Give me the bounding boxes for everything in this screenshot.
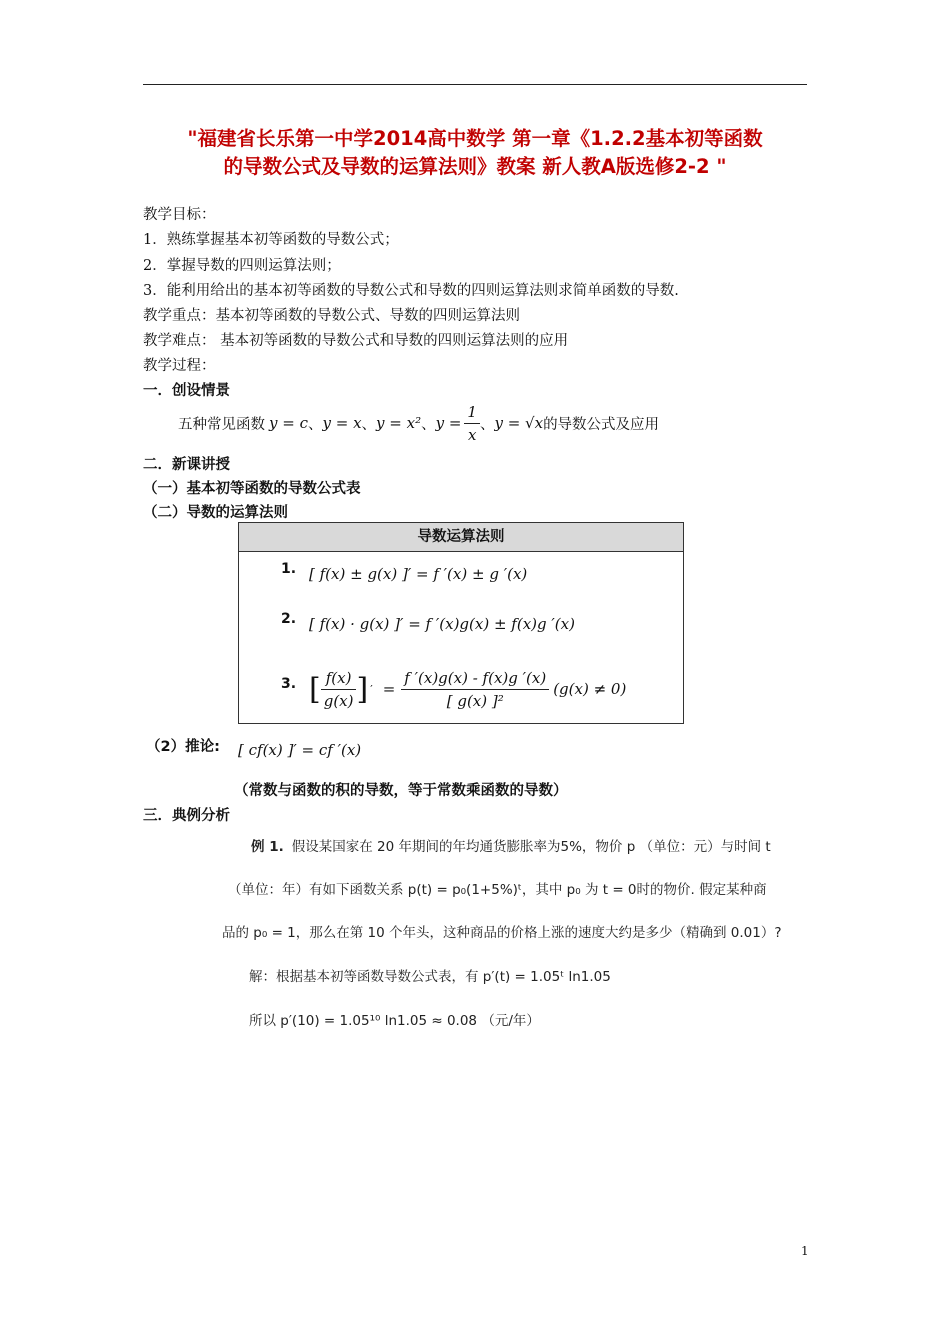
function-square: y = x² [376, 414, 422, 432]
reciprocal-numerator: 1 [464, 403, 480, 424]
key-points: 教学重点：基本初等函数的导数公式、导数的四则运算法则 [143, 308, 520, 324]
prime-mark: ′ [370, 682, 373, 696]
example-line-2: （单位：年）有如下函数关系 p(t) = p₀(1+5%)ᵗ，其中 p₀ 为 t = 0时的物价. 假定某种商 [228, 882, 767, 898]
page-number: 1 [801, 1244, 809, 1258]
separator: 、 [479, 416, 495, 433]
rule-3-rhs-denominator: [ g(x) ]² [446, 691, 504, 710]
bracket-right: ] [356, 671, 369, 707]
rule-3-rhs-numerator: f ′(x)g(x) - f(x)g ′(x) [401, 669, 549, 690]
answer-line: 所以 p′(10) = 1.05¹⁰ ln1.05 ≈ 0.08 （元/年） [249, 1013, 540, 1029]
separator: 、 [307, 416, 323, 433]
section-2-heading: 二．新课讲授 [143, 457, 230, 473]
example-line-3: 品的 p₀ = 1，那么在第 10 个年头，这种商品的价格上涨的速度大约是多少（精确到 0.01）? [222, 925, 782, 941]
function-reciprocal-lhs: y = [435, 414, 462, 432]
section-1-heading: 一．创设情景 [143, 383, 230, 399]
table-header: 导数运算法则 [239, 523, 683, 552]
example-text-1: 假设某国家在 20 年期间的年均通货膨胀率为5%，物价 p （单位：元）与时间 t [291, 839, 771, 855]
document-title-line-2: 的导数公式及导数的运算法则》教案 新人教A版选修2-2 " [223, 155, 727, 178]
corollary-note: （常数与函数的积的导数，等于常数乘函数的导数） [234, 783, 568, 799]
reciprocal-denominator: x [467, 425, 477, 444]
objective-item-1: 1．熟练掌握基本初等函数的导数公式； [143, 232, 399, 248]
example-label: 例 1. [251, 839, 284, 855]
rule-2-formula: [ f(x) · g(x) ]′ = f ′(x)g(x) ± f(x)g ′(x) [309, 615, 575, 633]
equals-sign: = [382, 680, 396, 698]
rule-3-lhs-denominator: g(x) [323, 691, 354, 710]
separator: 、 [361, 416, 377, 433]
function-sqrt: y = √x [494, 414, 544, 432]
rule-3-number: 3. [281, 676, 297, 692]
functions-tail: 的导数公式及应用 [543, 416, 660, 433]
rule-3-lhs-fraction [321, 669, 357, 710]
process-heading: 教学过程： [143, 358, 216, 374]
corollary-formula: [ cf(x) ]′ = cf ′(x) [238, 741, 362, 759]
rule-3-lhs-numerator: f(x) [321, 669, 357, 690]
header-rule [143, 84, 807, 85]
rule-3-formula [309, 659, 626, 719]
corollary-label: （2）推论: [146, 739, 220, 755]
objectives-heading: 教学目标： [143, 207, 216, 223]
rule-1-number: 1. [281, 561, 297, 577]
rule-3-condition: (g(x) ≠ 0) [553, 680, 627, 698]
rule-2-number: 2. [281, 611, 297, 627]
solution-line: 解：根据基本初等函数导数公式表，有 p′(t) = 1.05ᵗ ln1.05 [249, 969, 611, 985]
functions-lead: 五种常见函数 [178, 416, 265, 433]
difficulty: 教学难点： 基本初等函数的导数公式和导数的四则运算法则的应用 [143, 333, 569, 349]
document-title-line-1: "福建省长乐第一中学2014高中数学 第一章《1.2.2基本初等函数 [187, 127, 763, 150]
objective-item-2: 2．掌握导数的四则运算法则； [143, 258, 341, 274]
bracket-left: [ [309, 671, 321, 707]
function-identity: y = x [322, 414, 362, 432]
rule-3-rhs-fraction [401, 669, 549, 710]
function-reciprocal-fraction [464, 403, 480, 444]
derivative-rules-table [238, 522, 684, 724]
common-functions-line [178, 401, 659, 445]
subsection-formula-table: （一）基本初等函数的导数公式表 [143, 481, 361, 497]
separator: 、 [421, 416, 436, 433]
rule-1-formula: [ f(x) ± g(x) ]′ = f ′(x) ± g ′(x) [309, 565, 528, 583]
objective-item-3: 3．能利用给出的基本初等函数的导数公式和导数的四则运算法则求简单函数的导数. [143, 283, 679, 299]
function-constant: y = c [269, 414, 308, 432]
section-3-heading: 三．典例分析 [143, 808, 230, 824]
example-line-1 [251, 835, 771, 855]
subsection-rules: （二）导数的运算法则 [143, 505, 288, 521]
